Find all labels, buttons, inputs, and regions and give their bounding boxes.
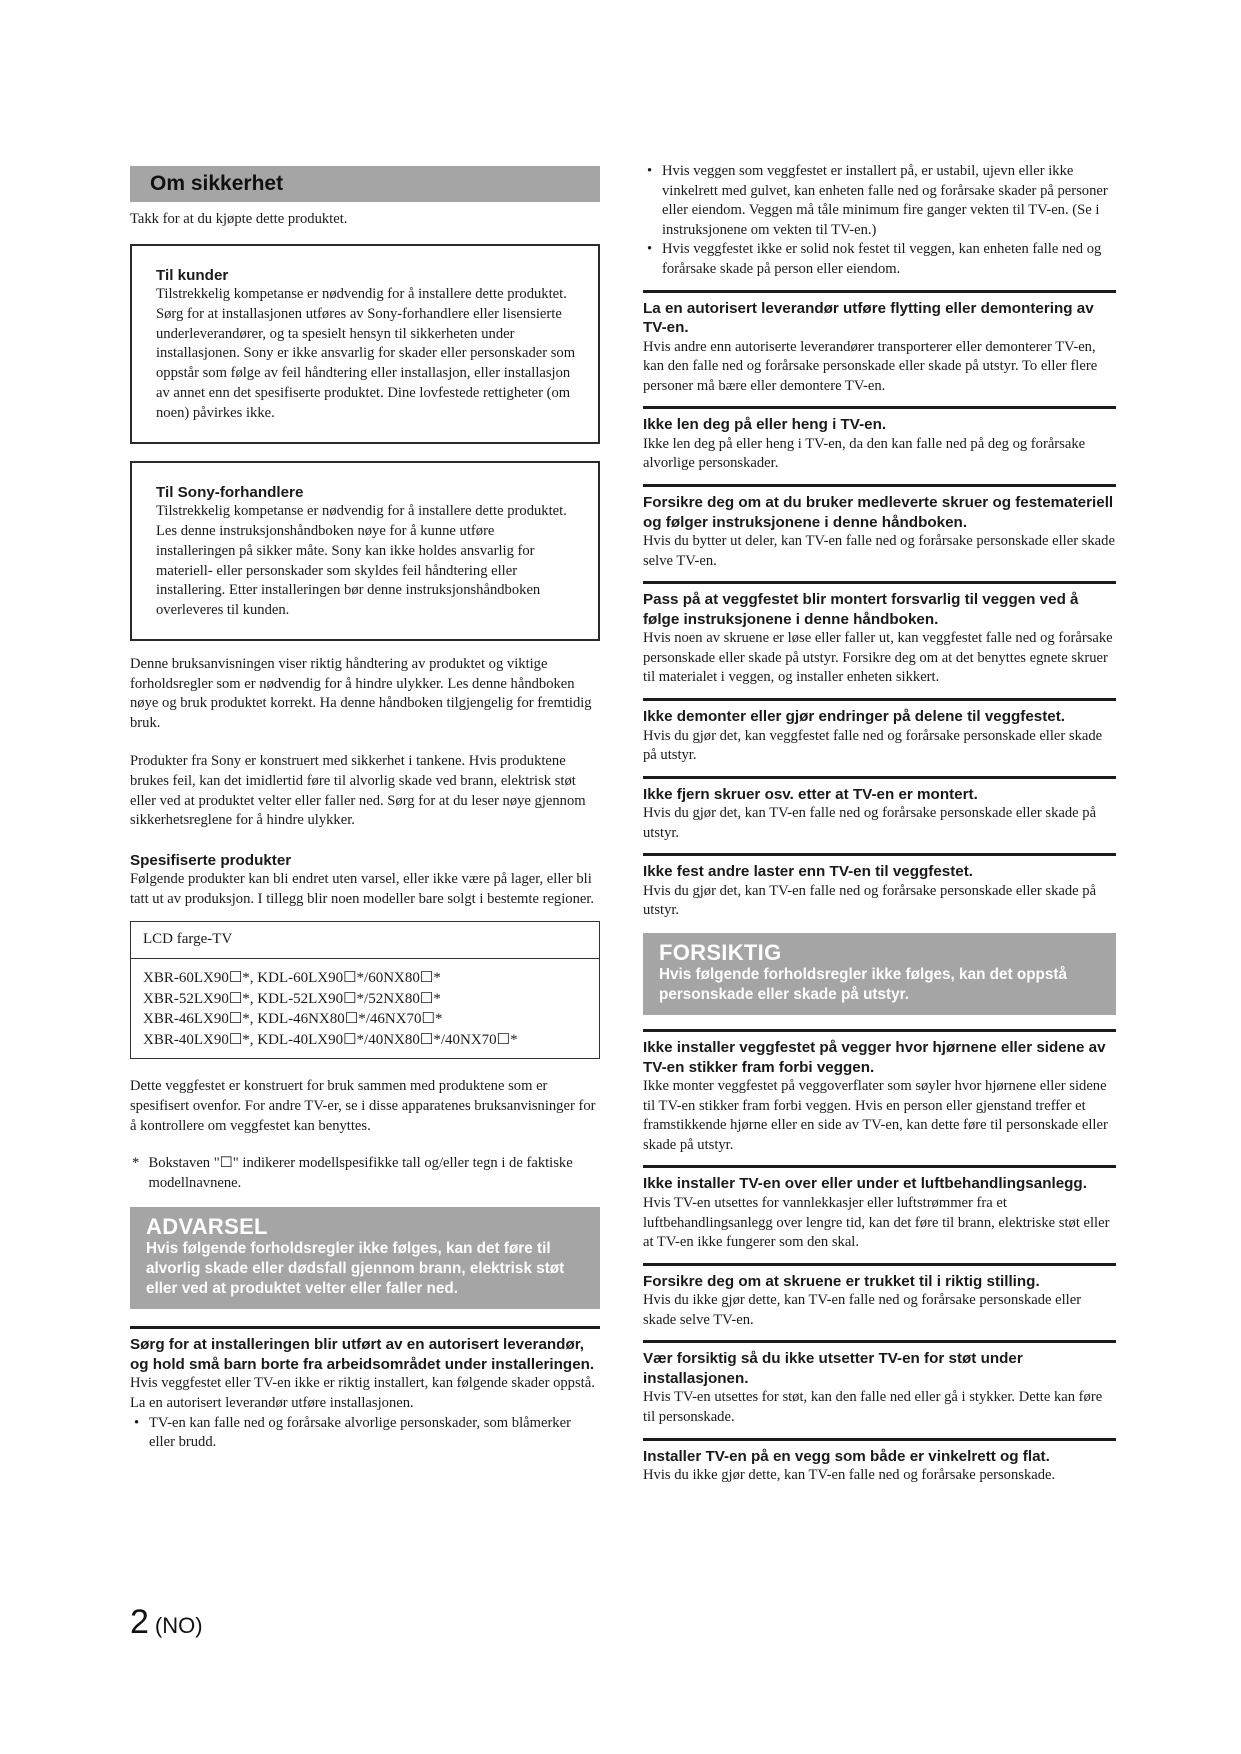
caution-text: Hvis følgende forholdsregler ikke følges, kan det oppstå personskade eller skade på utstyr. <box>659 966 1068 1004</box>
spec-text: Følgende produkter kan bli endret uten varsel, eller ikke være på lager, eller bli tatt ut av produksjon. I tillegg blir noen modeller bare solgt i bestemte regioner. <box>130 871 595 907</box>
footnote-marker: * <box>132 1155 140 1172</box>
warning-heading: Ikke fjern skruer osv. etter at TV-en er montert. <box>643 785 978 803</box>
products-header: LCD farge-TV <box>131 922 599 959</box>
warning-heading: Ikke demonter eller gjør endringer på delene til veggfestet. <box>643 708 1065 725</box>
wall-bullets <box>643 162 1116 280</box>
warning-body: Hvis du gjør det, kan TV-en falle ned og forårsake personskade eller skade på utstyr. <box>643 882 1097 919</box>
warning-heading: Ikke len deg på eller heng i TV-en. <box>643 416 887 434</box>
thanks-text: Takk for at du kjøpte dette produktet. <box>130 211 348 227</box>
warning-heading: Ikke fest andre laster enn TV-en til veggfestet. <box>643 863 974 881</box>
left-column <box>130 166 600 1453</box>
section-title: Om sikkerhet <box>130 166 600 202</box>
warning-item-remove-screws <box>643 776 1116 844</box>
warning-body: Hvis noen av skruene er løse eller faller ut, kan veggfestet falle ned og forårsake personskade eller skade på utstyr. Forsikre deg om at det benyttes egnete skruer til materialet i veggen, og installer enheten sikkert. <box>643 630 1113 686</box>
install-text: Hvis veggfestet eller TV-en ikke er riktig installert, kan følgende skader oppstå. La en autorisert leverandør utføre installasjonen. <box>130 1375 595 1411</box>
page-number <box>130 1603 203 1642</box>
caution-heading: Ikke installer veggfestet på vegger hvor hjørnene eller sidene av TV-en stikker fram forbi veggen. <box>643 1039 1106 1076</box>
install-bullets <box>130 1414 600 1453</box>
caution-item-impact <box>643 1340 1116 1427</box>
caution-heading: Installer TV-en på en vegg som både er vinkelrett og flat. <box>643 1447 1050 1465</box>
products-table <box>130 921 600 1059</box>
product-row: XBR-40LX90☐*, KDL-40LX90☐*/40NX80☐*/40NX70☐* <box>143 1031 518 1048</box>
warning-heading: Forsikre deg om at du bruker medleverte skruer og festemateriell og følger instruksjonene i denne håndboken. <box>643 494 1114 531</box>
warning-item-lean <box>643 406 1116 474</box>
caution-body: Ikke monter veggfestet på veggoverflater som søyler hvor hjørnene eller sidene til TV-en stikker fram forbi veggen. Hvis en person eller gjenstand treffer et framstikkende hjørne eller en side av TV-en, kan dette føre til personskade eller skade på utstyr. <box>643 1078 1108 1153</box>
box-dealers-heading: Til Sony-forhandlere <box>156 483 304 501</box>
products-list <box>131 959 599 1058</box>
product-row: XBR-46LX90☐*, KDL-46NX80☐*/46NX70☐* <box>143 1011 443 1028</box>
warning-body: Hvis du gjør det, kan TV-en falle ned og forårsake personskade eller skade på utstyr. <box>643 805 1097 841</box>
warning-title: ADVARSEL <box>146 1214 268 1240</box>
warning-text: Hvis følgende forholdsregler ikke følges, kan det føre til alvorlig skade eller dødsfall gjennom brann, elektrisk støt eller ved at produktet velter eller faller ned. <box>146 1240 565 1298</box>
caution-item-flat-wall <box>643 1438 1116 1486</box>
caution-box <box>643 933 1116 1015</box>
compat-paragraph: Dette veggfestet er konstruert for bruk sammen med produktene som er spesifisert ovenfor. For andre TV-er, se i disse apparatenes bruksanvisninger for å kontrollere om veggfestet kan benyttes. <box>130 1078 596 1134</box>
install-warning <box>130 1326 600 1452</box>
wall-bullet: • Hvis veggfestet ikke er solid nok festet til veggen, kan enheten falle ned og forårsake skade på person eller eiendom. <box>643 240 1116 279</box>
caution-heading: Vær forsiktig så du ikke utsetter TV-en for støt under installasjonen. <box>643 1350 1023 1387</box>
warning-body: Hvis du bytter ut deler, kan TV-en falle ned og forårsake personskade eller skade selve TV-en. <box>643 533 1115 569</box>
intro-paragraph: Denne bruksanvisningen viser riktig håndtering av produktet og viktige forholdsregler som er nødvendig for å hindre ulykker. Les denne håndboken nøye og bruk produktet korrekt. Ha denne håndboken tilgjengelig for fremtidig bruk. <box>130 655 592 731</box>
box-dealers-text: Tilstrekkelig kompetanse er nødvendig for å installere dette produktet. Les denne instruksjonshåndboken nøye for å kunne utføre installeringen på sikker måte. Sony kan ikke holdes ansvarlig for materiell- eller personskader som skyldes feil håndtering eller installering. Etter installeringen bør denne instruksjonshåndboken overleveres til kunden. <box>156 503 567 619</box>
caution-body: Hvis du ikke gjør dette, kan TV-en falle ned og forårsake personskade. <box>643 1467 1056 1484</box>
warning-item-screws <box>643 484 1116 571</box>
box-customers <box>130 244 600 444</box>
spec-heading: Spesifiserte produkter <box>130 851 292 869</box>
warning-body: Ikke len deg på eller heng i TV-en, da den kan falle ned på deg og forårsake alvorlige personskader. <box>643 435 1086 472</box>
warning-item-modify <box>643 698 1116 766</box>
caution-item-screws <box>643 1263 1116 1331</box>
caution-body: Hvis TV-en utsettes for støt, kan den falle ned eller gå i stykker. Dette kan føre til personskade. <box>643 1389 1103 1425</box>
caution-item-aircon <box>643 1165 1116 1252</box>
warning-item-loads <box>643 853 1116 921</box>
install-heading: Sørg for at installeringen blir utført av en autorisert leverandør, og hold små barn borte fra arbeidsområdet under installeringen. <box>130 1336 595 1373</box>
caution-item-corners <box>643 1029 1116 1155</box>
right-column <box>643 162 1116 1486</box>
box-customers-text: Tilstrekkelig kompetanse er nødvendig for å installere dette produktet. Sørg for at installasjonen utføres av Sony-forhandlere eller lisensierte underleverandører, og ta spesielt hensyn til sikkerheten under installasjonen. Sony er ikke ansvarlig for skader eller personskader som oppstår som følge av feil håndtering eller installasjon, eller installasjon av annet enn det spesifiserte produktet. Dine lovfestede rettigheter (om noen) påvirkes ikke. <box>156 286 576 421</box>
product-row: XBR-60LX90☐*, KDL-60LX90☐*/60NX80☐* <box>143 970 441 987</box>
warning-box <box>130 1207 600 1309</box>
warning-heading: Pass på at veggfestet blir montert forsvarlig til veggen ved å følge instruksjonene i denne håndboken. <box>643 591 1079 628</box>
box-customers-heading: Til kunder <box>156 266 229 284</box>
safety-paragraph: Produkter fra Sony er konstruert med sikkerhet i tankene. Hvis produktene brukes feil, kan det imidlertid føre til alvorlig skade ved brann, elektrisk støt eller ved at produktet velter eller faller ned. Sørg for at du leser nøye gjennom sikkerhetsreglene for å hindre ulykker. <box>130 753 586 829</box>
caution-body: Hvis du ikke gjør dette, kan TV-en falle ned og forårsake personskade eller skade selve TV-en. <box>643 1292 1082 1328</box>
warning-body: Hvis andre enn autoriserte leverandører transporterer eller demonterer TV-en, kan den falle ned og forårsake personskade eller skade på utstyr. To eller flere personer må bære eller demontere TV-en. <box>643 338 1098 394</box>
warning-item-mounting <box>643 581 1116 688</box>
page-language: (NO) <box>154 1613 203 1638</box>
caution-body: Hvis TV-en utsettes for vannlekkasjer eller luftstrømmer fra et luftbehandlingsanlegg over lengre tid, kan det føre til brann, elektriske støt eller at TV-en ikke fungerer som den skal. <box>643 1194 1110 1251</box>
warning-item-move <box>643 290 1116 397</box>
box-dealers <box>130 461 600 641</box>
product-row: XBR-52LX90☐*, KDL-52LX90☐*/52NX80☐* <box>143 990 441 1007</box>
wall-bullet: • Hvis veggen som veggfestet er installert på, er ustabil, ujevn eller ikke vinkelrett med gulvet, kan enheten falle ned og forårsake skader på personer eller eiendom. Veggen må tåle minimum fire ganger vekten til TV-en. (Se i instruksjonene om vekten til TV-en.) <box>643 162 1116 240</box>
caution-heading: Ikke installer TV-en over eller under et luftbehandlingsanlegg. <box>643 1175 1087 1193</box>
install-bullet: • TV-en kan falle ned og forårsake alvorlige personskader, som blåmerker eller brudd. <box>130 1414 600 1453</box>
warning-heading: La en autorisert leverandør utføre flytting eller demontering av TV-en. <box>643 299 1094 337</box>
footnote-text: Bokstaven "☐" indikerer modellspesifikke tall og/eller tegn i de faktiske modellnavnene. <box>148 1155 573 1191</box>
page-number-value: 2 <box>130 1603 149 1641</box>
caution-heading: Forsikre deg om at skruene er trukket til i riktig stilling. <box>643 1272 1040 1290</box>
caution-title: FORSIKTIG <box>659 940 782 966</box>
footnote <box>130 1154 600 1193</box>
warning-body: Hvis du gjør det, kan veggfestet falle ned og forårsake personskade eller skade på utstyr. <box>643 727 1103 764</box>
